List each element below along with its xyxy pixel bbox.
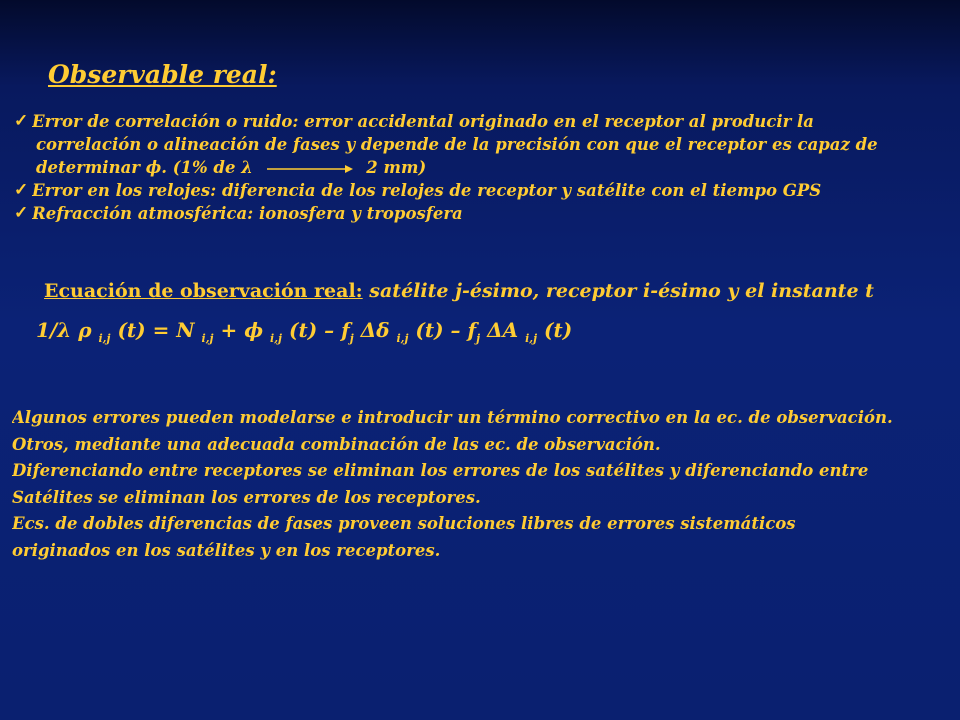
equation-part: (t) = N [110, 318, 202, 342]
equation-subscript: i,j [525, 332, 538, 345]
bullet-line-with-arrow [32, 156, 958, 179]
checkmark-icon: ✓ [14, 180, 29, 200]
bullet-line: Error en los relojes: diferencia de los relojes de receptor y satélite con el tiempo GPS [32, 181, 822, 200]
bullet-line-text: determinar ϕ. (1% de λ [36, 158, 253, 177]
arrow-right-icon [265, 164, 355, 174]
equation-part: + ϕ [213, 318, 271, 342]
bullet-correlation-error [12, 110, 958, 179]
equation-part: (t) [537, 318, 573, 342]
observation-equation [36, 318, 572, 345]
note-line: Ecs. de dobles diferencias de fases proveen soluciones libres de errores sistemáticos [12, 514, 796, 533]
equation-part: Δδ [353, 318, 397, 342]
equation-part: 1/λ ρ [36, 318, 99, 342]
bullet-line: Error de correlación o ruido: error accidental originado en el receptor al producir la [32, 112, 814, 131]
equation-part: (t) – f [408, 318, 477, 342]
note-line: Algunos errores pueden modelarse e introducir un término correctivo en la ec. de observación. [12, 408, 893, 427]
equation-subscript: i,j [270, 332, 283, 345]
bullet-line: correlación o alineación de fases y depende de la precisión con que el receptor es capaz de [36, 135, 878, 154]
slide-title: Observable real: [48, 60, 277, 89]
checkmark-icon: ✓ [14, 203, 29, 223]
equation-heading-description: satélite j-ésimo, receptor i-ésimo y el instante t [362, 280, 874, 302]
note-line: Diferenciando entre receptores se eliminan los errores de los satélites y diferenciando entre [12, 461, 869, 480]
note-line: Otros, mediante una adecuada combinación de las ec. de observación. [12, 434, 661, 454]
checkmark-icon: ✓ [14, 111, 29, 131]
equation-part: ΔA [480, 318, 526, 342]
note-line: originados en los satélites y en los receptores. [12, 540, 441, 560]
bullet-list [12, 110, 958, 225]
equation-subscript: j [349, 332, 354, 345]
bullet-refraction [12, 202, 958, 225]
equation-part: (t) – f [282, 318, 350, 342]
equation-subscript: j [476, 332, 481, 345]
equation-subscript: i,j [98, 332, 111, 345]
equation-heading-label: Ecuación de observación real: [44, 280, 363, 302]
note-line: Satélites se eliminan los errores de los receptores. [12, 487, 481, 507]
equation-subscript: i,j [396, 332, 409, 345]
notes-paragraph [12, 405, 958, 564]
equation-subscript: i,j [201, 332, 214, 345]
equation-heading [44, 280, 874, 302]
bullet-clock-error [12, 179, 958, 202]
bullet-line: Refracción atmosférica: ionosfera y troposfera [32, 204, 463, 223]
bullet-line-tail: 2 mm) [366, 158, 427, 177]
